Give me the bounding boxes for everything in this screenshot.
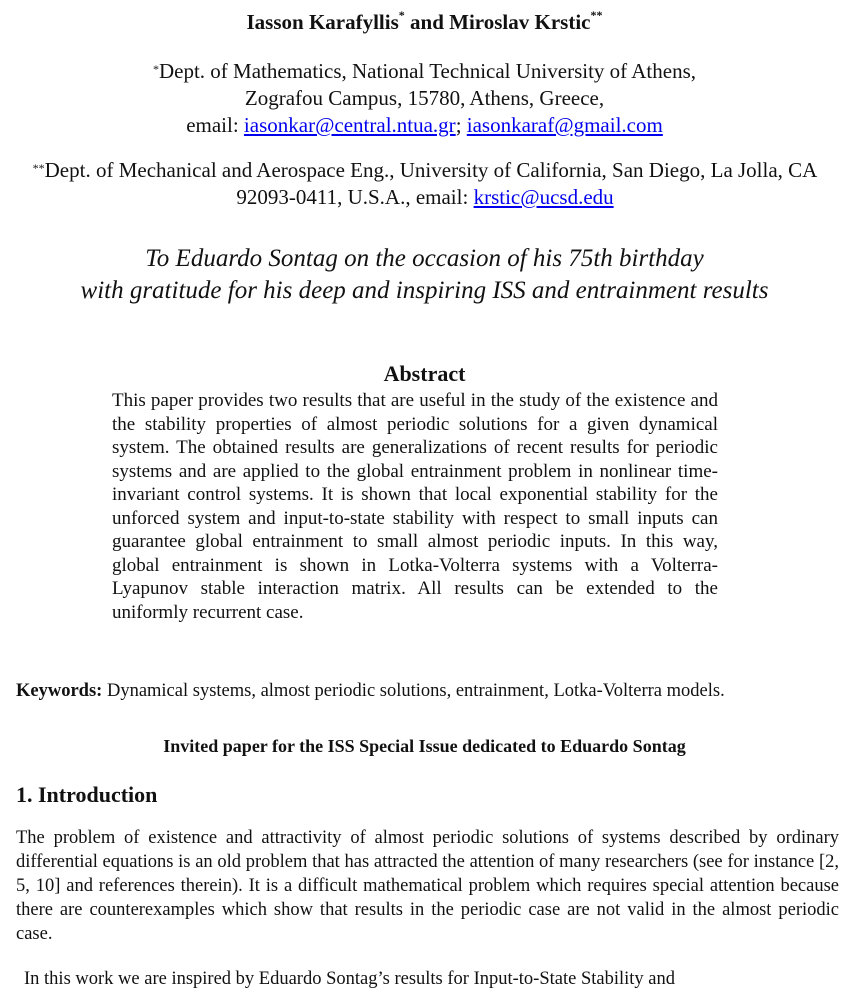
author-name: Miroslav Krstic xyxy=(449,10,591,34)
affiliation-mark: ** xyxy=(32,161,45,175)
affiliation-1 xyxy=(0,58,849,139)
dedication-line: To Eduardo Sontag on the occasion of his 75th birthday xyxy=(145,245,704,272)
email-label: email: xyxy=(186,113,244,137)
keywords-label: Keywords: xyxy=(16,681,103,701)
author-connector: and xyxy=(404,10,450,34)
author-name: Iasson Karafyllis xyxy=(246,10,399,34)
dedication-line: with gratitude for his deep and inspiring ISS and entrainment results xyxy=(80,277,769,304)
keywords-text: Dynamical systems, almost periodic solutions, entrainment, Lotka-Volterra models. xyxy=(102,681,725,701)
affiliation-mark: ** xyxy=(590,8,603,22)
email-link[interactable]: iasonkar@central.ntua.gr xyxy=(243,113,456,137)
dedication xyxy=(0,243,849,307)
affiliation-line: Zografou Campus, 15780, Athens, Greece, xyxy=(244,86,605,110)
body-paragraph: In this work we are inspired by Eduardo Sontag’s results for Input-to-State Stability and xyxy=(24,969,675,989)
affiliation-2 xyxy=(20,157,830,211)
author-line xyxy=(0,10,849,35)
keywords xyxy=(16,680,836,703)
body-paragraph: The problem of existence and attractivity of almost periodic solutions of systems described by ordinary differential equations is an old problem that has attracted the attention of many researchers (see for instance [2, 5, 10] and references therein). It is a difficult mathematical problem which requires special attention because there are counterexamples which show that results in the periodic case are not valid in the almost periodic case. xyxy=(16,828,839,944)
affiliation-mark: * xyxy=(398,8,405,22)
section-title: 1. Introduction xyxy=(16,782,158,807)
affiliation-text: Dept. of Mechanical and Aerospace Eng., University of California, San Diego, La Jolla, CA 92093-0411, U.S.A., email: xyxy=(44,158,818,209)
abstract-title: Abstract xyxy=(383,361,466,386)
email-separator: ; xyxy=(455,113,467,137)
affiliation-mark: * xyxy=(152,62,159,76)
email-link[interactable]: iasonkaraf@gmail.com xyxy=(466,113,663,137)
invited-note: Invited paper for the ISS Special Issue dedicated to Eduardo Sontag xyxy=(163,736,686,756)
abstract-text: This paper provides two results that are useful in the study of the existence and the stability properties of almost periodic solutions for a given dynamical system. The obtained results are generalizations of recent results for periodic systems and are applied to the global entrainment problem in nonlinear time-invariant control systems. It is shown that local exponential stability for the unforced system and input-to-state stability with respect to small inputs can guarantee global entrainment to small almost periodic inputs. In this way, global entrainment is shown in Lotka-Volterra systems with a Volterra-Lyapunov stable interaction matrix. All results can be extended to the uniformly recurrent case. xyxy=(112,390,718,623)
affiliation-line: Dept. of Mathematics, National Technical University of Athens, xyxy=(158,59,696,83)
email-link[interactable]: krstic@ucsd.edu xyxy=(473,185,614,209)
